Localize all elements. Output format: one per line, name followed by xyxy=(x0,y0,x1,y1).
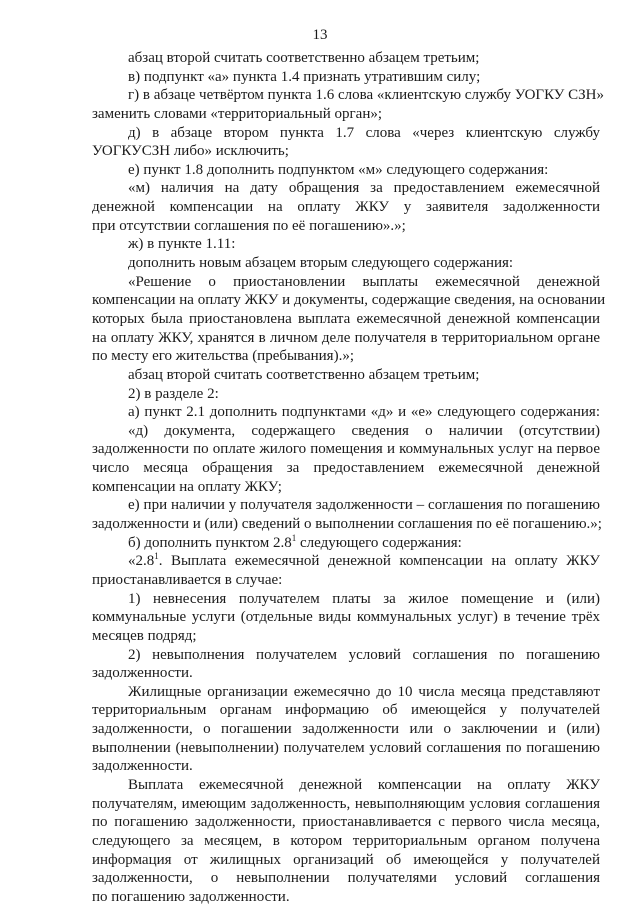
line-text-continuation: следующего содержания: xyxy=(296,534,462,551)
line-text-continuation: . Выплата ежемесячной денежной компенсации на оплату ЖКУ xyxy=(158,553,600,570)
line-text: а) пункт 2.1 дополнить подпунктами «д» и «е» следующего содержания: xyxy=(128,404,600,421)
line-text: 2) в разделе 2: xyxy=(128,385,219,402)
line-text: Жилищные организации ежемесячно до 10 числа месяца представляют xyxy=(128,683,600,700)
text-line xyxy=(92,49,600,68)
page-number: 13 xyxy=(312,27,328,43)
text-line xyxy=(92,851,600,870)
line-text: д) в абзаце втором пункта 1.7 слова «через клиентскую службу xyxy=(128,124,600,141)
text-line xyxy=(92,496,600,515)
text-line xyxy=(92,888,600,906)
document-body xyxy=(92,49,606,906)
text-line xyxy=(92,105,600,124)
line-text: абзац второй считать соответственно абзацем третьим; xyxy=(128,366,480,383)
text-line xyxy=(92,720,600,739)
line-text: получателям, имеющим задолженность, невыполняющим условия соглашения xyxy=(92,795,600,812)
line-text: 1) невнесения получателем платы за жилое помещение и (или) xyxy=(128,590,600,607)
line-text: выполнении (невыполнении) получателем условий соглашения по погашению xyxy=(92,739,600,756)
superscript: 1 xyxy=(291,532,297,543)
line-text: по месту его жительства (пребывания).»; xyxy=(92,348,354,365)
line-text: б) дополнить пунктом 2.8 xyxy=(128,534,292,551)
text-line xyxy=(92,310,600,329)
line-text: Выплата ежемесячной денежной компенсации на оплату ЖКУ xyxy=(128,776,600,793)
line-text: на оплату ЖКУ, хранятся в личном деле получателя в территориальном органе xyxy=(92,329,600,346)
text-line xyxy=(92,664,600,683)
text-line xyxy=(92,776,600,795)
line-text: задолженности, о погашении задолженности или о заключении и (или) xyxy=(92,721,600,738)
line-text: е) при наличии у получателя задолженности – соглашения по погашению xyxy=(128,497,600,514)
line-text: число месяца обращения за предоставлением ежемесячной денежной xyxy=(92,460,600,477)
text-line xyxy=(92,366,600,385)
line-text: абзац второй считать соответственно абзацем третьим; xyxy=(128,50,480,66)
line-text: следующего за месяцем, в котором территориальным органом получена xyxy=(92,832,600,849)
text-line xyxy=(92,142,600,161)
text-line xyxy=(92,627,600,646)
line-text: ж) в пункте 1.11: xyxy=(128,236,236,253)
text-line xyxy=(92,217,600,236)
line-text: дополнить новым абзацем вторым следующего содержания: xyxy=(128,255,514,272)
line-text: компенсации на оплату ЖКУ; xyxy=(92,478,282,495)
line-text: е) пункт 1.8 дополнить подпунктом «м» следующего содержания: xyxy=(128,161,549,178)
text-line xyxy=(92,291,606,310)
text-line xyxy=(92,440,600,459)
line-text: месяцев подряд; xyxy=(92,627,197,644)
text-line xyxy=(92,86,605,105)
text-line xyxy=(92,459,600,478)
text-line xyxy=(92,235,600,254)
line-text: «Решение о приостановлении выплаты ежемесячной денежной xyxy=(128,273,600,290)
line-text: при отсутствии соглашения по её погашению».»; xyxy=(92,217,406,234)
line-text: заменить словами «территориальный орган»; xyxy=(92,105,383,122)
text-line xyxy=(92,701,600,720)
text-line xyxy=(92,832,600,851)
text-line xyxy=(92,254,600,273)
text-line xyxy=(92,571,600,590)
text-line xyxy=(92,869,600,888)
superscript: 1 xyxy=(154,551,159,562)
text-line xyxy=(92,608,600,627)
text-line xyxy=(92,161,600,180)
line-text: «д) документа, содержащего сведения о наличии (отсутствии) xyxy=(128,422,600,439)
line-text: которых была приостановлена выплата ежемесячной денежной компенсации xyxy=(92,310,600,327)
text-line xyxy=(92,179,600,198)
text-line xyxy=(92,68,600,87)
line-text: задолженности, о невыполнении получателями условий соглашения xyxy=(92,870,600,887)
text-line xyxy=(92,739,600,758)
text-line xyxy=(92,552,600,571)
text-line xyxy=(92,273,600,292)
text-line xyxy=(92,347,600,366)
text-line xyxy=(92,515,600,534)
text-line xyxy=(92,478,600,497)
line-text: задолженности. xyxy=(92,665,193,682)
line-text: по погашению задолженности. xyxy=(92,888,290,905)
line-text: задолженности и (или) сведений о выполнении соглашения по её погашению.»; xyxy=(92,516,602,533)
text-line xyxy=(92,683,600,702)
text-line xyxy=(92,403,600,422)
text-line xyxy=(92,813,600,832)
line-text: по погашению задолженности, приостанавливается с первого числа месяца, xyxy=(92,814,600,831)
text-line xyxy=(92,646,600,665)
text-line xyxy=(92,422,600,441)
line-text: территориальным органам информацию об имеющейся у получателей xyxy=(92,702,600,719)
text-line xyxy=(92,329,600,348)
line-text: коммунальные услуги (отдельные виды коммунальных услуг) в течение трёх xyxy=(92,609,600,626)
line-text: УОГКУСЗН либо» исключить; xyxy=(92,143,289,160)
line-text: г) в абзаце четвёртом пункта 1.6 слова «клиентскую службу УОГКУ СЗН» xyxy=(128,87,605,104)
line-text: задолженности. xyxy=(92,758,193,775)
line-text: «м) наличия на дату обращения за предоставлением ежемесячной xyxy=(128,180,600,197)
line-text: в) подпункт «а» пункта 1.4 признать утратившим силу; xyxy=(128,68,481,85)
line-text: приостанавливается в случае: xyxy=(92,571,283,588)
line-text: денежной компенсации на оплату ЖКУ у заявителя задолженности xyxy=(92,199,600,216)
text-line xyxy=(92,590,600,609)
text-line xyxy=(92,385,600,404)
text-line xyxy=(92,534,600,553)
line-text: задолженности по оплате жилого помещения и коммунальных услуг на первое xyxy=(92,441,600,458)
text-line xyxy=(92,795,600,814)
line-text: «2.8 xyxy=(128,553,155,570)
line-text: информация от жилищных организаций об имеющейся у получателей xyxy=(92,851,600,868)
text-line xyxy=(92,757,600,776)
text-line xyxy=(92,198,600,217)
text-line xyxy=(92,124,600,143)
line-text: 2) невыполнения получателем условий соглашения по погашению xyxy=(128,646,600,663)
line-text: компенсации на оплату ЖКУ и документы, содержащие сведения, на основании xyxy=(92,292,606,309)
